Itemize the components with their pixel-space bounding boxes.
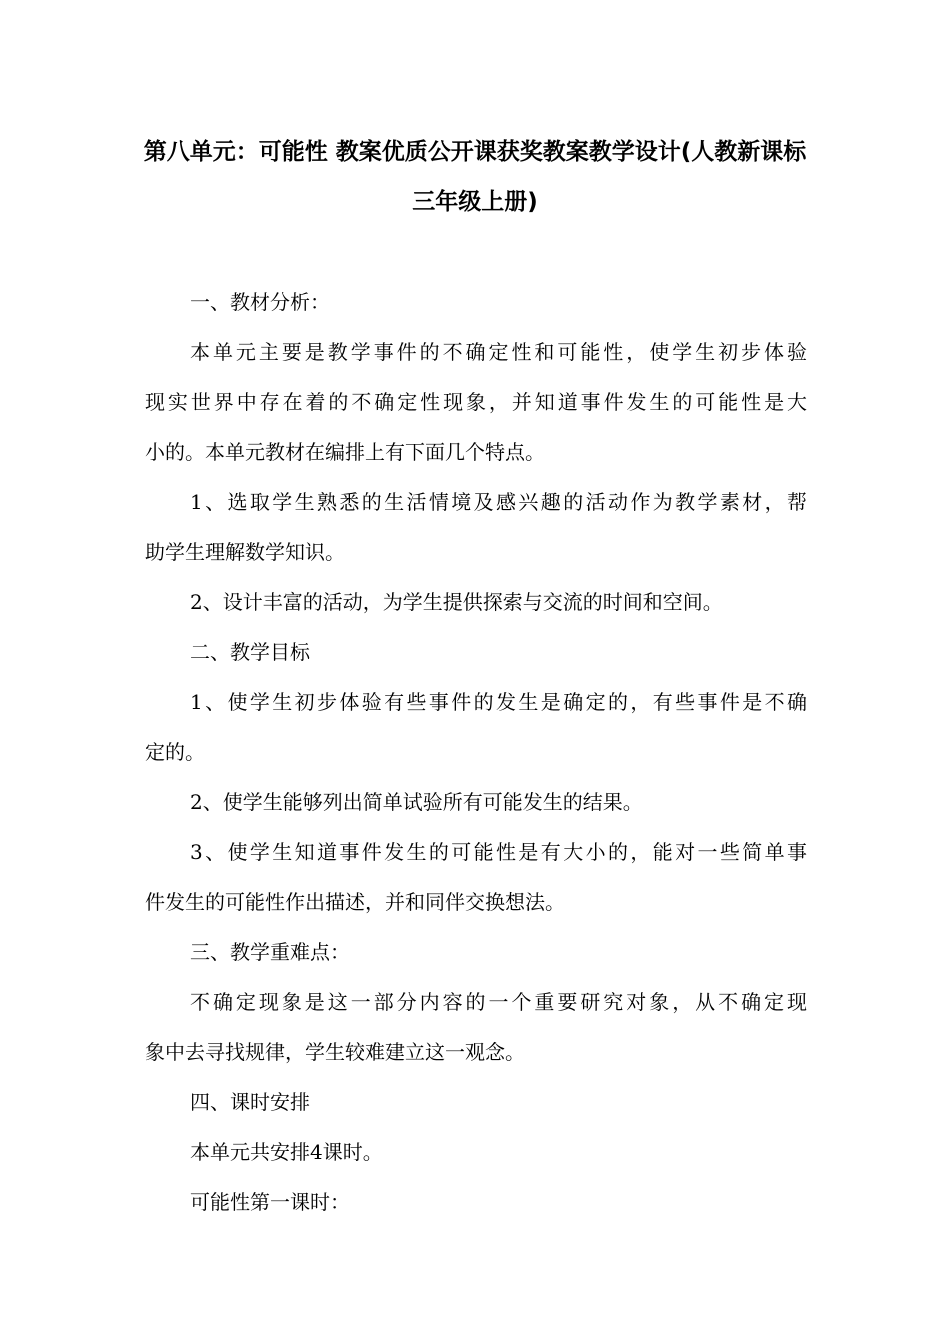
- section-heading-textbook-analysis: 一、教材分析：: [190, 290, 330, 314]
- paragraph-line: 本单元主要是教学事件的不确定性和可能性，使学生初步体验: [190, 340, 807, 364]
- list-item-line: 2、设计丰富的活动，为学生提供探索与交流的时间和空间。: [190, 590, 723, 614]
- list-item-line: 定的。: [145, 740, 205, 764]
- document-title-line-1: 第八单元：可能性 教案优质公开课获奖教案教学设计(人教新课标: [143, 139, 807, 165]
- paragraph-line: 现实世界中存在着的不确定性现象，并知道事件发生的可能性是大: [145, 390, 807, 414]
- paragraph-line: 象中去寻找规律，学生较难建立这一观念。: [145, 1040, 525, 1064]
- section-heading-schedule: 四、课时安排: [190, 1090, 310, 1114]
- list-item-line: 1、使学生初步体验有些事件的发生是确定的，有些事件是不确: [190, 690, 807, 714]
- list-item-line: 3、使学生知道事件发生的可能性是有大小的，能对一些简单事: [190, 840, 807, 864]
- list-item-line: 2、使学生能够列出简单试验所有可能发生的结果。: [190, 790, 643, 814]
- list-item-line: 助学生理解数学知识。: [145, 540, 345, 564]
- document-title-line-2: 三年级上册): [412, 189, 538, 215]
- paragraph-line: 小的。本单元教材在编排上有下面几个特点。: [145, 440, 545, 464]
- list-item-line: 件发生的可能性作出描述，并和同伴交换想法。: [145, 890, 565, 914]
- paragraph-line: 不确定现象是这一部分内容的一个重要研究对象，从不确定现: [190, 990, 807, 1014]
- paragraph-line: 本单元共安排4课时。: [190, 1140, 383, 1164]
- list-item-line: 1、选取学生熟悉的生活情境及感兴趣的活动作为教学素材，帮: [190, 490, 807, 514]
- section-heading-key-points: 三、教学重难点：: [190, 940, 350, 964]
- section-heading-teaching-goals: 二、教学目标: [190, 640, 310, 664]
- paragraph-line: 可能性第一课时：: [190, 1190, 350, 1214]
